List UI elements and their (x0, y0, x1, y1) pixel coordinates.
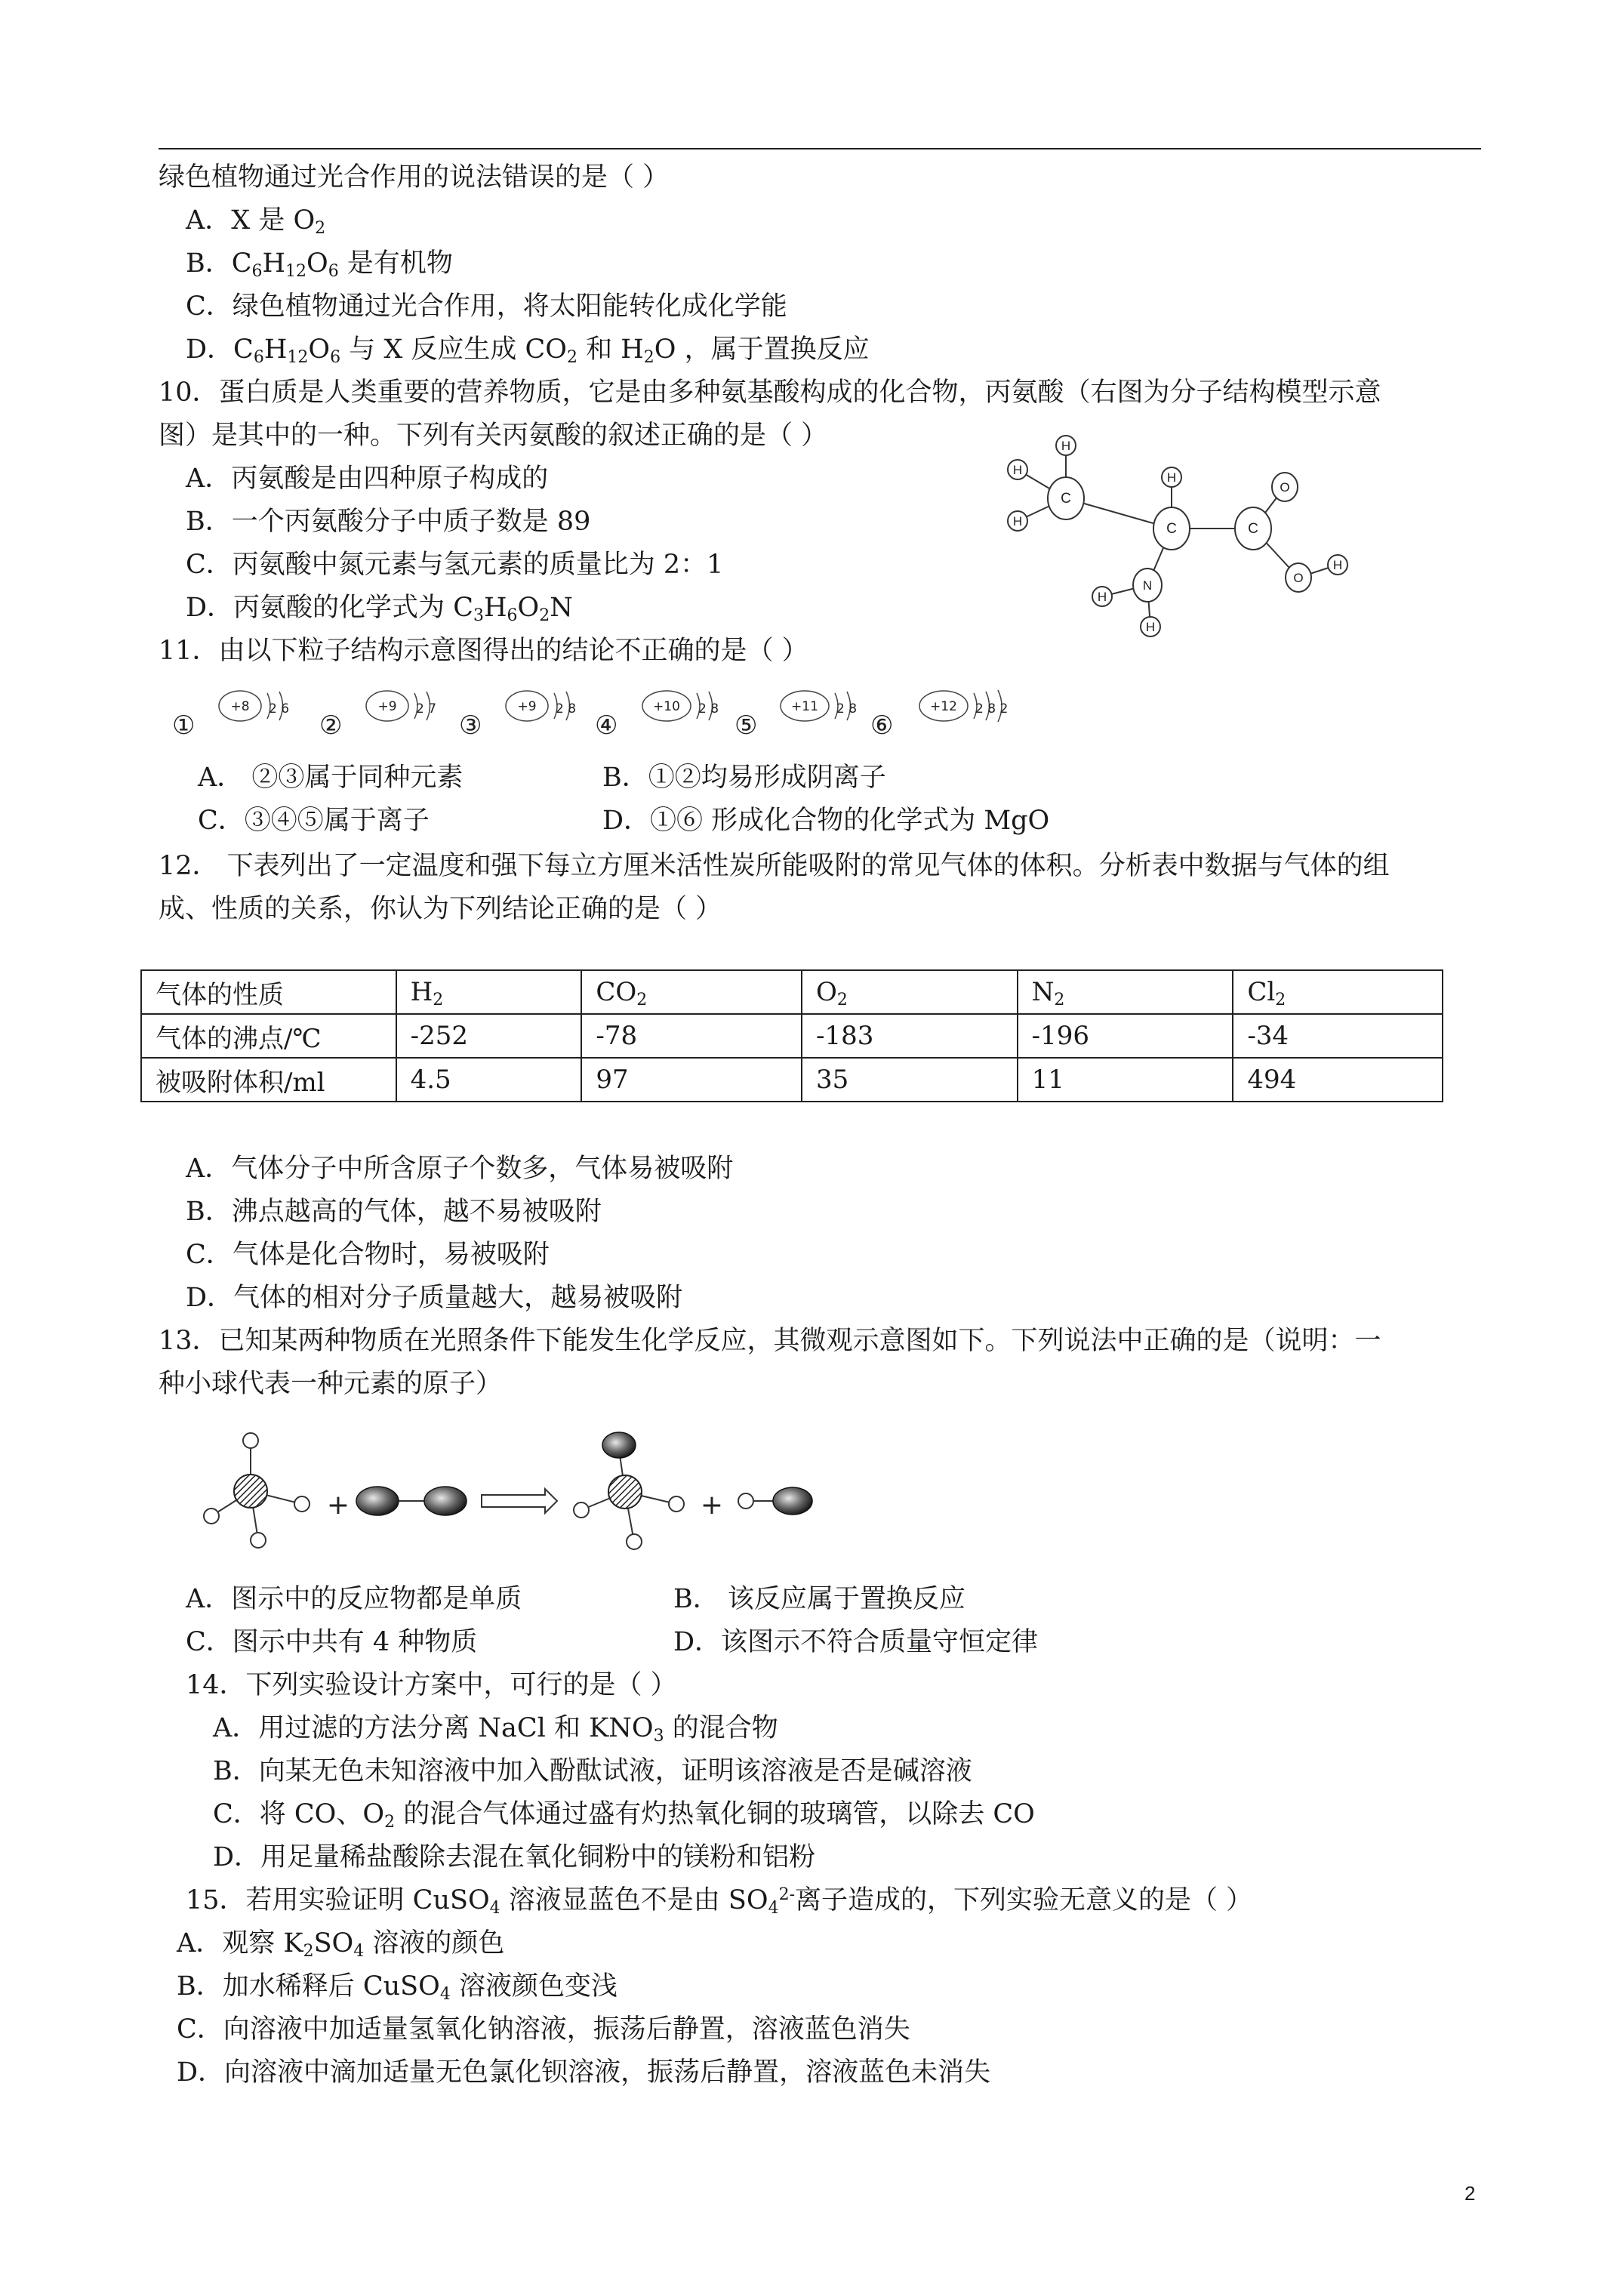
svg-text:H: H (1012, 514, 1023, 529)
q9-option-c: C．绿色植物通过光合作用，将太阳能转化成化学能 (186, 291, 787, 322)
table-cell: -196 (1018, 1014, 1233, 1058)
table-cell: $CO_2$ (581, 970, 802, 1014)
q12-option-a: A．气体分子中所含原子个数多，气体易被吸附 (186, 1154, 734, 1184)
q13-option-d: D．该图示不符合质量守恒定律 (673, 1627, 1039, 1657)
svg-text:H: H (1097, 590, 1107, 604)
svg-text:C: C (1248, 521, 1258, 537)
q13-option-a: A．图示中的反应物都是单质 (186, 1584, 522, 1614)
q13-stem-line1: 13．已知某两种物质在光照条件下能发生化学反应，其微观示意图如下。下列说法中正确的是（说明：一 (159, 1326, 1381, 1356)
svg-text:③: ③ (459, 710, 482, 741)
table-cell: 气体的性质 (141, 970, 396, 1014)
svg-text:2 6: 2 6 (269, 701, 290, 717)
q15-option-a: A．观察 $K_2SO_4$ 溶液的颜色 (177, 1928, 505, 1961)
q11-option-c: C．③④⑤属于离子 (198, 806, 430, 836)
particle-structure-diagrams (172, 680, 1048, 747)
table-cell: 494 (1233, 1058, 1443, 1102)
table-cell: $Cl_2$ (1233, 970, 1443, 1014)
gas-adsorption-table (140, 969, 1443, 1102)
svg-text:+: + (700, 1490, 724, 1521)
svg-text:C: C (1061, 491, 1071, 507)
svg-text:④: ④ (595, 710, 618, 741)
svg-text:+8: +8 (230, 699, 250, 714)
table-cell: $H_2$ (396, 970, 582, 1014)
table-cell: 气体的沸点/℃ (141, 1014, 396, 1058)
svg-text:⑥: ⑥ (870, 710, 894, 741)
page-number: 2 (1464, 2182, 1476, 2205)
svg-text:O: O (1280, 480, 1290, 495)
table-cell: -183 (802, 1014, 1018, 1058)
q15-option-d: D．向溶液中滴加适量无色氯化钡溶液，振荡后静置，溶液蓝色未消失 (177, 2057, 991, 2088)
svg-text:+10: +10 (653, 699, 680, 714)
svg-text:+9: +9 (517, 699, 537, 714)
q14-stem: 14．下列实验设计方案中，可行的是（ ） (186, 1670, 677, 1700)
svg-text:2 7: 2 7 (416, 701, 437, 717)
svg-text:2 8: 2 8 (556, 701, 577, 717)
table-cell: -252 (396, 1014, 582, 1058)
svg-text:N: N (1142, 578, 1153, 593)
q14-option-d: D．用足量稀盐酸除去混在氧化铜粉中的镁粉和铝粉 (213, 1842, 816, 1872)
svg-text:+12: +12 (930, 699, 957, 714)
q10-option-a: A．丙氨酸是由四种原子构成的 (186, 464, 549, 494)
table-row (141, 1014, 1443, 1058)
table-cell: -34 (1233, 1014, 1443, 1058)
q14-option-b: B．向某无色未知溶液中加入酚酞试液，证明该溶液是否是碱溶液 (213, 1756, 972, 1786)
table-cell: $N_2$ (1018, 970, 1233, 1014)
q15-stem: 15．若用实验证明 CuSO$_4$ 溶液显蓝色不是由 $SO_4^{2-}$离子造成的，下列实验无意义的是（ ） (186, 1885, 1253, 1918)
table-cell: 35 (802, 1058, 1018, 1102)
svg-text:①: ① (172, 710, 196, 741)
q9-option-d: D．$C_6H_{12}O_6$ 与 X 反应生成 $CO_2$ 和 $H_2O$ ，属于置换反应 (186, 334, 870, 367)
q11-option-d: D．①⑥ 形成化合物的化学式为 MgO (602, 806, 1050, 836)
table-cell: -78 (581, 1014, 802, 1058)
q10-option-d: D．丙氨酸的化学式为 $C_3H_6O_2N$ (186, 593, 573, 625)
q11-option-b: B．①②均易形成阴离子 (602, 763, 886, 793)
svg-text:2 8 2: 2 8 2 (975, 701, 1009, 717)
table-cell: 11 (1018, 1058, 1233, 1102)
q13-option-b: B． 该反应属于置换反应 (673, 1584, 965, 1614)
q12-option-c: C．气体是化合物时，易被吸附 (186, 1240, 550, 1270)
q10-option-b: B．一个丙氨酸分子中质子数是 89 (186, 507, 591, 537)
q11-option-a: A． ②③属于同种元素 (198, 763, 463, 793)
q13-option-c: C．图示中共有 4 种物质 (186, 1627, 478, 1657)
q12-option-d: D．气体的相对分子质量越大，越易被吸附 (186, 1283, 683, 1313)
svg-text:+11: +11 (791, 699, 818, 714)
svg-text:H: H (1166, 470, 1177, 485)
svg-text:⑤: ⑤ (735, 710, 758, 741)
alanine-molecule-diagram (996, 423, 1374, 649)
q10-stem-line1: 10．蛋白质是人类重要的营养物质，它是由多种氨基酸构成的化合物，丙氨酸（右图为分子结构模型示意 (159, 378, 1381, 408)
svg-text:H: H (1012, 463, 1023, 477)
svg-text:2 8: 2 8 (836, 701, 858, 717)
q12-option-b: B．沸点越高的气体，越不易被吸附 (186, 1197, 602, 1227)
svg-text:H: H (1332, 558, 1343, 572)
q14-option-a: A．用过滤的方法分离 NaCl 和 $KNO_3$ 的混合物 (213, 1713, 778, 1746)
svg-text:②: ② (319, 710, 343, 741)
table-row (141, 1058, 1443, 1102)
table-row (141, 970, 1443, 1014)
q9-option-b: B．$C_6H_{12}O_6$ 是有机物 (186, 248, 453, 281)
q10-stem-line2: 图）是其中的一种。下列有关丙氨酸的叙述正确的是（ ） (159, 421, 828, 451)
svg-text:H: H (1061, 439, 1071, 453)
q15-option-b: B．加水稀释后 CuSO$_4$ 溶液颜色变浅 (177, 1971, 617, 2004)
q10-option-c: C．丙氨酸中氮元素与氢元素的质量比为 2：1 (186, 550, 724, 580)
table-cell: 被吸附体积/ml (141, 1058, 396, 1102)
q9-option-a: A．X 是 $O_2$ (186, 205, 326, 238)
table-cell: 97 (581, 1058, 802, 1102)
svg-text:O: O (1293, 571, 1304, 585)
q12-stem-line1: 12． 下表列出了一定温度和强下每立方厘米活性炭所能吸附的常见气体的体积。分析表中数据与气体的组 (159, 851, 1390, 881)
reaction-micro-diagram (189, 1419, 838, 1570)
q12-stem-line2: 成、性质的关系，你认为下列结论正确的是（ ） (159, 894, 722, 924)
q9-stem: 绿色植物通过光合作用的说法错误的是（ ） (159, 162, 670, 193)
q14-option-c: C．将 CO、$O_2$ 的混合气体通过盛有灼热氧化铜的玻璃管，以除去 CO (213, 1799, 1035, 1832)
svg-text:+9: +9 (377, 699, 397, 714)
svg-text:C: C (1166, 521, 1177, 537)
svg-text:2 8: 2 8 (698, 701, 719, 717)
q11-stem: 11．由以下粒子结构示意图得出的结论不正确的是（ ） (159, 636, 808, 666)
q13-stem-line2: 种小球代表一种元素的原子） (159, 1369, 503, 1399)
table-cell: 4.5 (396, 1058, 582, 1102)
svg-text:H: H (1145, 620, 1156, 634)
table-cell: $O_2$ (802, 970, 1018, 1014)
q15-option-c: C．向溶液中加适量氢氧化钠溶液，振荡后静置，溶液蓝色消失 (177, 2014, 910, 2045)
header-rule (159, 148, 1481, 149)
svg-text:+: + (326, 1490, 350, 1521)
